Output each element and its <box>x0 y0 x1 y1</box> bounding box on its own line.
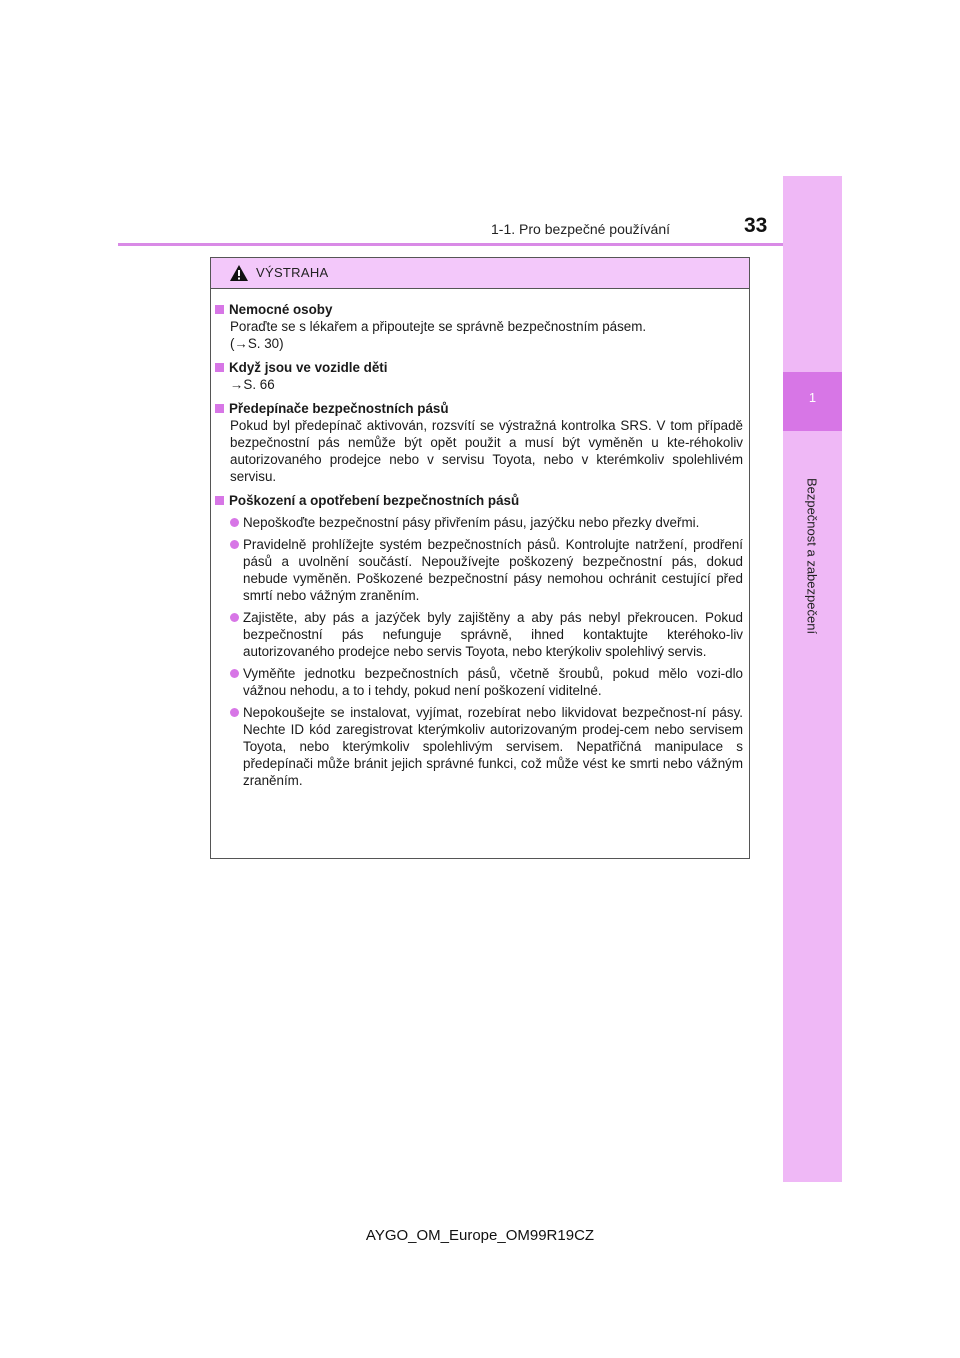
round-bullet-icon <box>230 669 239 678</box>
section-heading <box>215 359 743 376</box>
list-item-text: Nepokoušejte se instalovat, vyjímat, rozebírat nebo likvidovat bezpečnost-ní pásy. Nechte ID kód zaregistrovat kterýmkoliv autorizovaným prodej-cem nebo servisem Toyota, nebo kterýmkoliv spolehlivým servisem. Nepatřičná manipulace s předepínači může bránit jejich správné funkci, což může vést ke smrti nebo vážným zraněním. <box>243 705 743 788</box>
warning-label: VÝSTRAHA <box>256 265 329 280</box>
chapter-strip <box>783 176 842 1182</box>
square-bullet-icon <box>215 496 224 505</box>
section-heading <box>215 400 743 417</box>
square-bullet-icon <box>215 363 224 372</box>
round-bullet-icon <box>230 540 239 549</box>
section-heading-text: Když jsou ve vozidle děti <box>229 360 388 375</box>
warning-section <box>215 400 743 485</box>
section-heading-text: Poškození a opotřebení bezpečnostních pásů <box>229 493 520 508</box>
page-reference[interactable]: (→S. 30) <box>230 336 284 351</box>
document-id: AYGO_OM_Europe_OM99R19CZ <box>365 1227 595 1244</box>
section-heading <box>215 492 743 509</box>
section-heading <box>215 301 743 318</box>
round-bullet-icon <box>230 518 239 527</box>
warning-triangle-icon <box>229 264 249 282</box>
list-item-text: Zajistěte, aby pás a jazýček byly zajištěny a aby pás nebyl překroucen. Pokud bezpečnostní pás nefunguje správně, ihned kontaktujte kteréhoko-liv autorizovaného prodejce nebo servis Toyota, nebo kterýkoliv spolehlivý servis. <box>243 610 743 659</box>
warning-section <box>215 301 743 352</box>
page-reference[interactable]: →S. 66 <box>230 377 275 392</box>
section-heading-text: Nemocné osoby <box>229 302 333 317</box>
list-item <box>230 609 743 660</box>
list-item <box>230 704 743 789</box>
list-item-text: Pravidelně prohlížejte systém bezpečnostních pásů. Kontrolujte natržení, prodření pásů a uvolnění součástí. Nepoužívejte poškozený bezpečnostní pás, dokud nebude vyměněn. Poškozené bezpečnostní pásy nemohou ochránit cestující před smrtí nebo vážným zraněním. <box>243 537 743 603</box>
warning-box <box>210 257 750 859</box>
paragraph: Poraďte se s lékařem a připoutejte se správně bezpečnostním pásem. <box>230 319 647 334</box>
header-rule <box>118 243 783 246</box>
page-number: 33 <box>744 214 768 237</box>
list-item <box>230 665 743 699</box>
warning-section <box>215 492 743 789</box>
paragraph: Pokud byl předepínač aktivován, rozsvítí se výstražná kontrolka SRS. V tom případě bezpečnostní pás nemůže být opět použit a musí být vyměněn u kte-réhokoliv autorizovaného prodejce nebo v servisu Toyota, nebo v kterémkoliv spolehlivém servisu. <box>230 418 743 484</box>
warning-body <box>211 289 749 789</box>
section-heading-text: Předepínače bezpečnostních pásů <box>229 401 449 416</box>
list-item-text: Nepoškoďte bezpečnostní pásy přivřením pásu, jazýčku nebo přezky dveřmi. <box>243 515 700 530</box>
list-item <box>230 536 743 604</box>
warning-section <box>215 359 743 393</box>
square-bullet-icon <box>215 404 224 413</box>
list-item-text: Vyměňte jednotku bezpečnostních pásů, včetně šroubů, pokud mělo vozi-dlo vážnou nehodu, a to i tehdy, pokud není poškození viditelné. <box>243 666 743 698</box>
chapter-title: Bezpečnost a zabezpečení <box>804 477 820 635</box>
list-item <box>230 514 743 531</box>
square-bullet-icon <box>215 305 224 314</box>
round-bullet-icon <box>230 613 239 622</box>
section-title: 1-1. Pro bezpečné používání <box>491 221 671 237</box>
round-bullet-icon <box>230 708 239 717</box>
warning-header <box>211 258 749 289</box>
chapter-number: 1 <box>808 390 817 405</box>
